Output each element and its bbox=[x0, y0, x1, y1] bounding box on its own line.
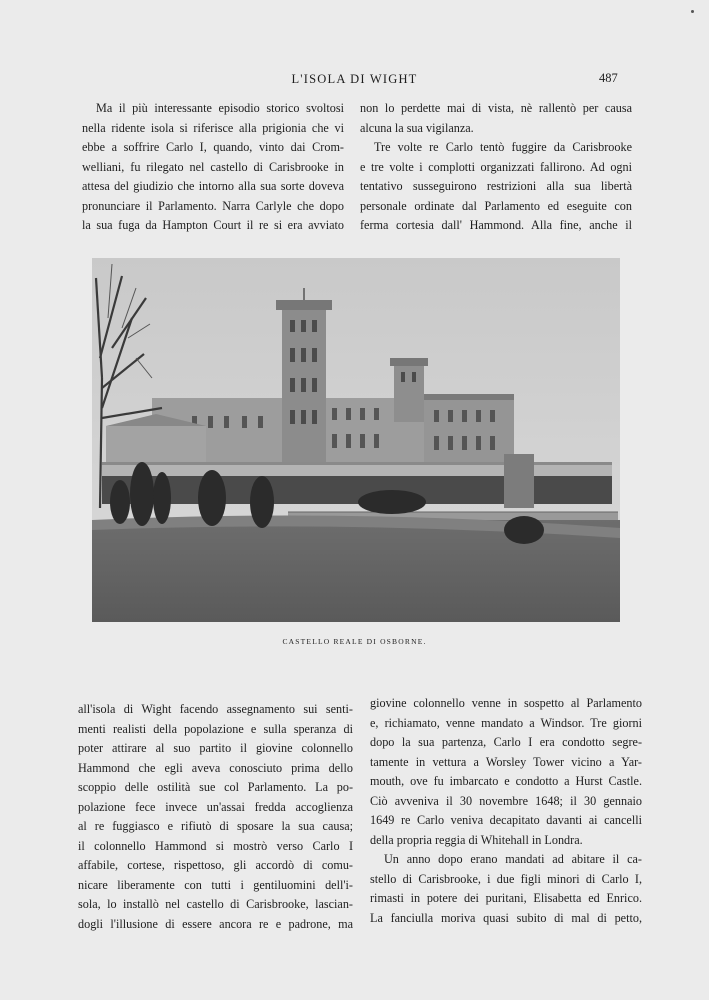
text-line: welliani, fu rilegato nel castello di Carisbrooke in bbox=[82, 159, 344, 174]
osborne-castle-photograph bbox=[92, 258, 620, 622]
text-line: ebbe a soffrire Carlo I, quando, vinto dai Crom- bbox=[82, 140, 344, 154]
figure-caption: CASTELLO REALE DI OSBORNE. bbox=[282, 637, 427, 646]
text-line: rimasti in potere dei puritani, Elisabetta ed Enrico. bbox=[370, 891, 642, 905]
text-line: tentativo susseguirono restrizioni alla sua libertà bbox=[360, 179, 632, 193]
bottom-right-column bbox=[370, 694, 642, 928]
page-number: 487 bbox=[599, 71, 618, 85]
text-line: della propria reggia di Whitehall in Londra. bbox=[370, 832, 583, 847]
text-line: pronunciare il Parlamento. Narra Carlyle che dopo bbox=[82, 198, 344, 213]
text-line: mouth, ove fu imbarcato e condotto a Hurst Castle. bbox=[370, 774, 642, 788]
print-speck bbox=[691, 10, 694, 13]
text-line: Hammond che egli aveva conosciuto prima dello bbox=[78, 760, 353, 775]
text-line: La fanciulla moriva quasi subito di mal di petto, bbox=[370, 910, 642, 925]
text-line: attesa del giudizio che intorno alla sua sorte doveva bbox=[82, 179, 344, 193]
bottom-left-column bbox=[78, 700, 353, 934]
text-line: nella ridente isola si riferisce alla prigionia che vi bbox=[82, 120, 344, 135]
text-line: scoppio delle ostilità sue col Parlamento. La po- bbox=[78, 780, 353, 794]
text-line: dopo la sua partenza, Carlo I era condotto segre- bbox=[370, 735, 642, 749]
text-line: non lo perdette mai di vista, nè rallentò per causa bbox=[360, 101, 632, 115]
text-line: Ma il più interessante episodio storico svoltosi bbox=[96, 101, 344, 115]
text-line: dogli l'illusione di essere ancora re e padrone, ma bbox=[78, 916, 353, 931]
text-line: il colonnello Hammond si mostrò verso Carlo I bbox=[78, 838, 353, 853]
text-line: 1649 re Carlo veniva decapitato davanti ai cancelli bbox=[370, 813, 642, 827]
text-line: Ciò avveniva il 30 novembre 1648; il 30 gennaio bbox=[370, 793, 642, 808]
text-line: Tre volte re Carlo tentò fuggire da Carisbrooke bbox=[374, 140, 632, 154]
text-line: alcuna la sua vigilanza. bbox=[360, 120, 474, 135]
text-line: e, richiamato, venne mandato a Windsor. Tre giorni bbox=[370, 715, 642, 730]
text-line: Un anno dopo erano mandati ad abitare il ca- bbox=[384, 852, 642, 866]
text-line: polazione fece invece un'assai fredda accoglienza bbox=[78, 799, 353, 814]
photograph-icon bbox=[92, 258, 620, 622]
text-line: la sua fuga da Hampton Court il re si era avviato bbox=[82, 218, 344, 232]
text-line: giovine colonnello venne in sospetto al Parlamento bbox=[370, 696, 642, 710]
text-line: menti realisti della popolazione e sulla speranza di bbox=[78, 721, 353, 736]
text-line: e tre volte i complotti organizzati fallirono. Ad ogni bbox=[360, 159, 632, 174]
text-line: al re fuggiasco e rifiutò di sposare la sua causa; bbox=[78, 819, 353, 833]
text-line: tamente in vettura a Worsley Tower vicino a Yar- bbox=[370, 754, 642, 769]
top-left-column bbox=[82, 99, 344, 236]
text-line: poter attirare al suo partito il giovine colonnello bbox=[78, 741, 353, 755]
text-line: nicare liberamente con tutti i gentiluomini dell'i- bbox=[78, 877, 353, 892]
running-header: L'ISOLA DI WIGHT bbox=[291, 72, 418, 86]
text-line: personale ordinate dal Parlamento ed eseguite con bbox=[360, 198, 632, 213]
text-line: all'isola di Wight facendo assegnamento sui senti- bbox=[78, 702, 353, 716]
text-line: affabile, cortese, rispettoso, gli accordò di comu- bbox=[78, 858, 353, 872]
text-line: ferma cortesia dall' Hammond. Alla fine, anche il bbox=[360, 218, 632, 232]
text-line: stello di Carisbrooke, i due figli minori di Carlo I, bbox=[370, 871, 642, 886]
text-line: sola, lo installò nel castello di Carisbrooke, lascian- bbox=[78, 897, 353, 911]
top-right-column bbox=[360, 99, 632, 236]
